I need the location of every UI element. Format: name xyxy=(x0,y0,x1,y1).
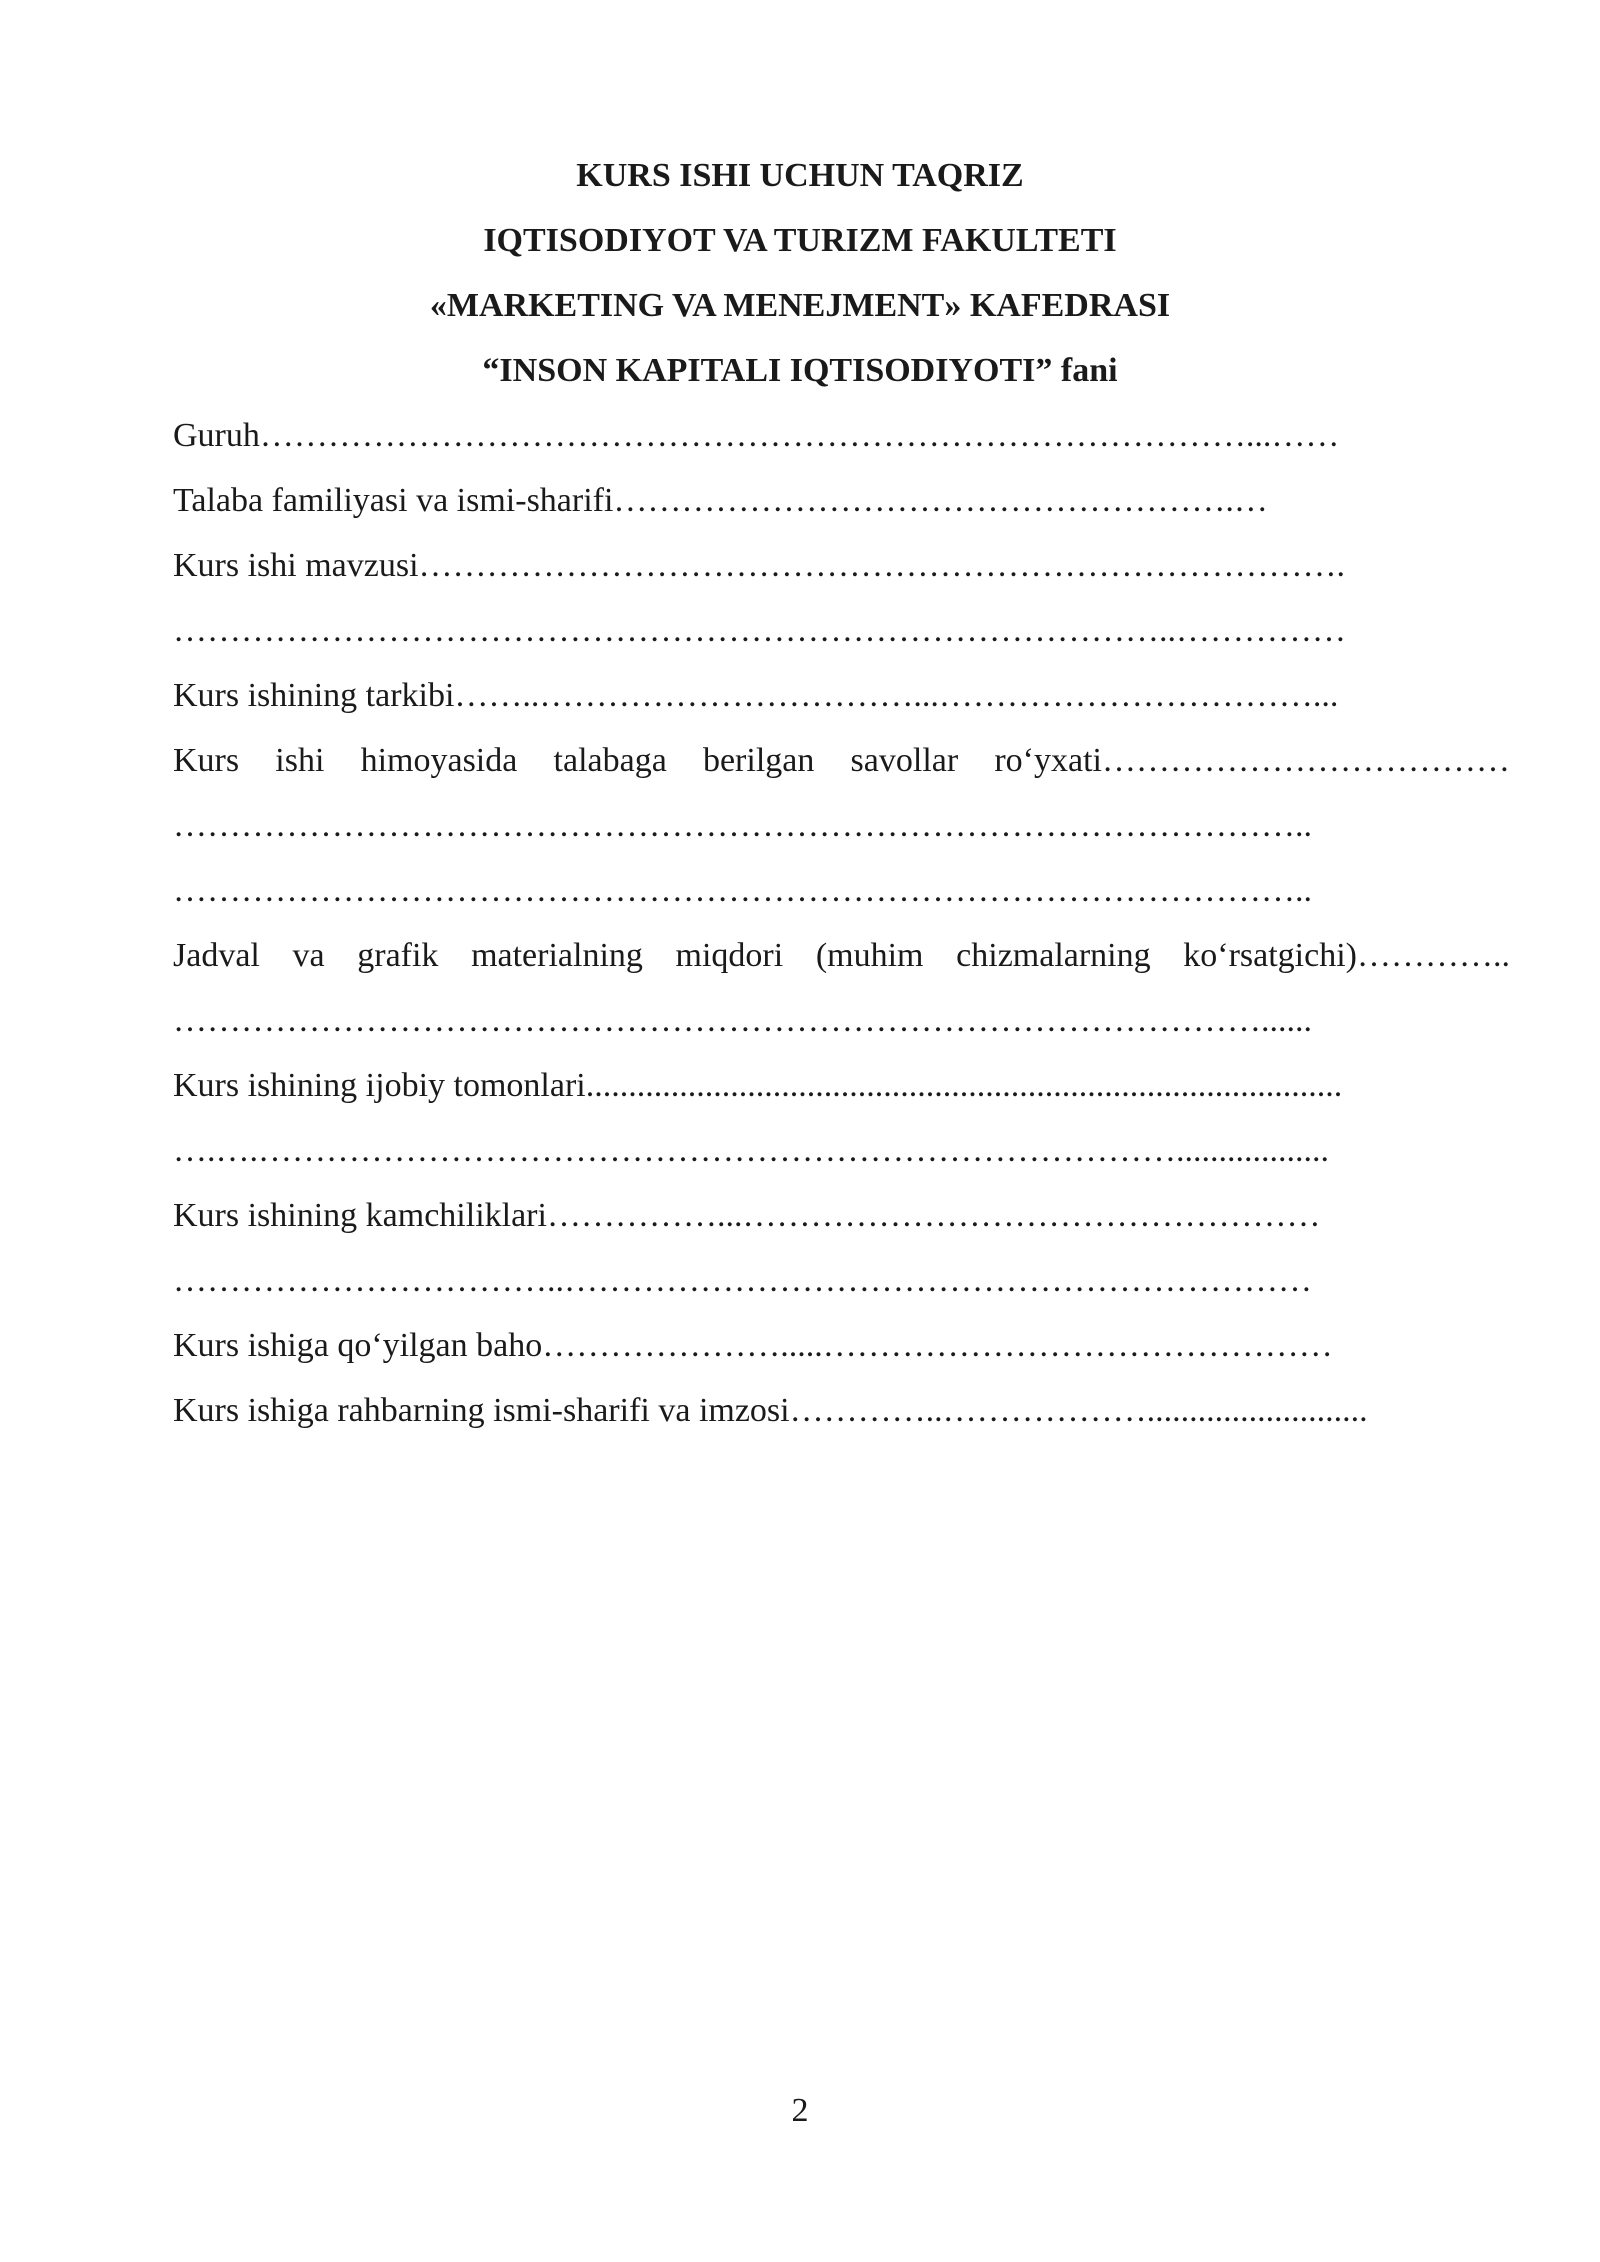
form-line-supervisor-signature: Kurs ishiga rahbarning ismi-sharifi va imzosi…………..……………….......................... xyxy=(173,1392,1368,1429)
subject-name: “INSON KAPITALI IQTISODIYOTI” fani xyxy=(482,352,1118,389)
form-line-tables-continued: ……………………………………………………………………………………...... xyxy=(173,1002,1312,1039)
form-line-strengths-continued: ….….……………………………………………………………………….................. xyxy=(173,1132,1329,1169)
form-line-student-name: Talaba familiyasi va ismi-sharifi……………………………………………….… xyxy=(173,482,1268,519)
form-line-strengths: Kurs ishining ijobiy tomonlari......................................................................................... xyxy=(173,1067,1343,1104)
document-title: KURS ISHI UCHUN TAQRIZ xyxy=(576,157,1024,194)
form-line-defense-questions: Kurs ishi himoyasida talabaga berilgan savollar ro‘yxati……………………………… xyxy=(173,742,1510,779)
page-number: 2 xyxy=(791,2092,809,2129)
form-line-questions-continued-1: ……………………………………………………………………………………….. xyxy=(173,807,1312,844)
form-line-weaknesses-continued: ……………………………..………………………………………………………… xyxy=(173,1262,1312,1299)
form-line-grade: Kurs ishiga qo‘yilgan baho………………….....……………………………………… xyxy=(173,1327,1333,1364)
form-line-structure: Kurs ishining tarkibi……..……………………………...……………………………... xyxy=(173,677,1339,714)
form-line-topic-continued: ……………………………………………………………………………..…………… xyxy=(173,612,1346,649)
form-line-topic: Kurs ishi mavzusi………………………………………………………………………. xyxy=(173,547,1346,584)
form-line-tables-graphics: Jadval va grafik materialning miqdori (muhim chizmalarning ko‘rsatgichi)………….. xyxy=(173,937,1510,974)
form-line-group: Guruh……………………………………………………………………………...…… xyxy=(173,417,1340,454)
faculty-name: IQTISODIYOT VA TURIZM FAKULTETI xyxy=(483,222,1117,259)
department-name: «MARKETING VA MENEJMENT» KAFEDRASI xyxy=(429,287,1171,324)
form-line-weaknesses: Kurs ishining kamchiliklari……………...…………………………………………… xyxy=(173,1197,1321,1234)
form-line-questions-continued-2: ……………………………………………………………………………………….. xyxy=(173,872,1312,909)
